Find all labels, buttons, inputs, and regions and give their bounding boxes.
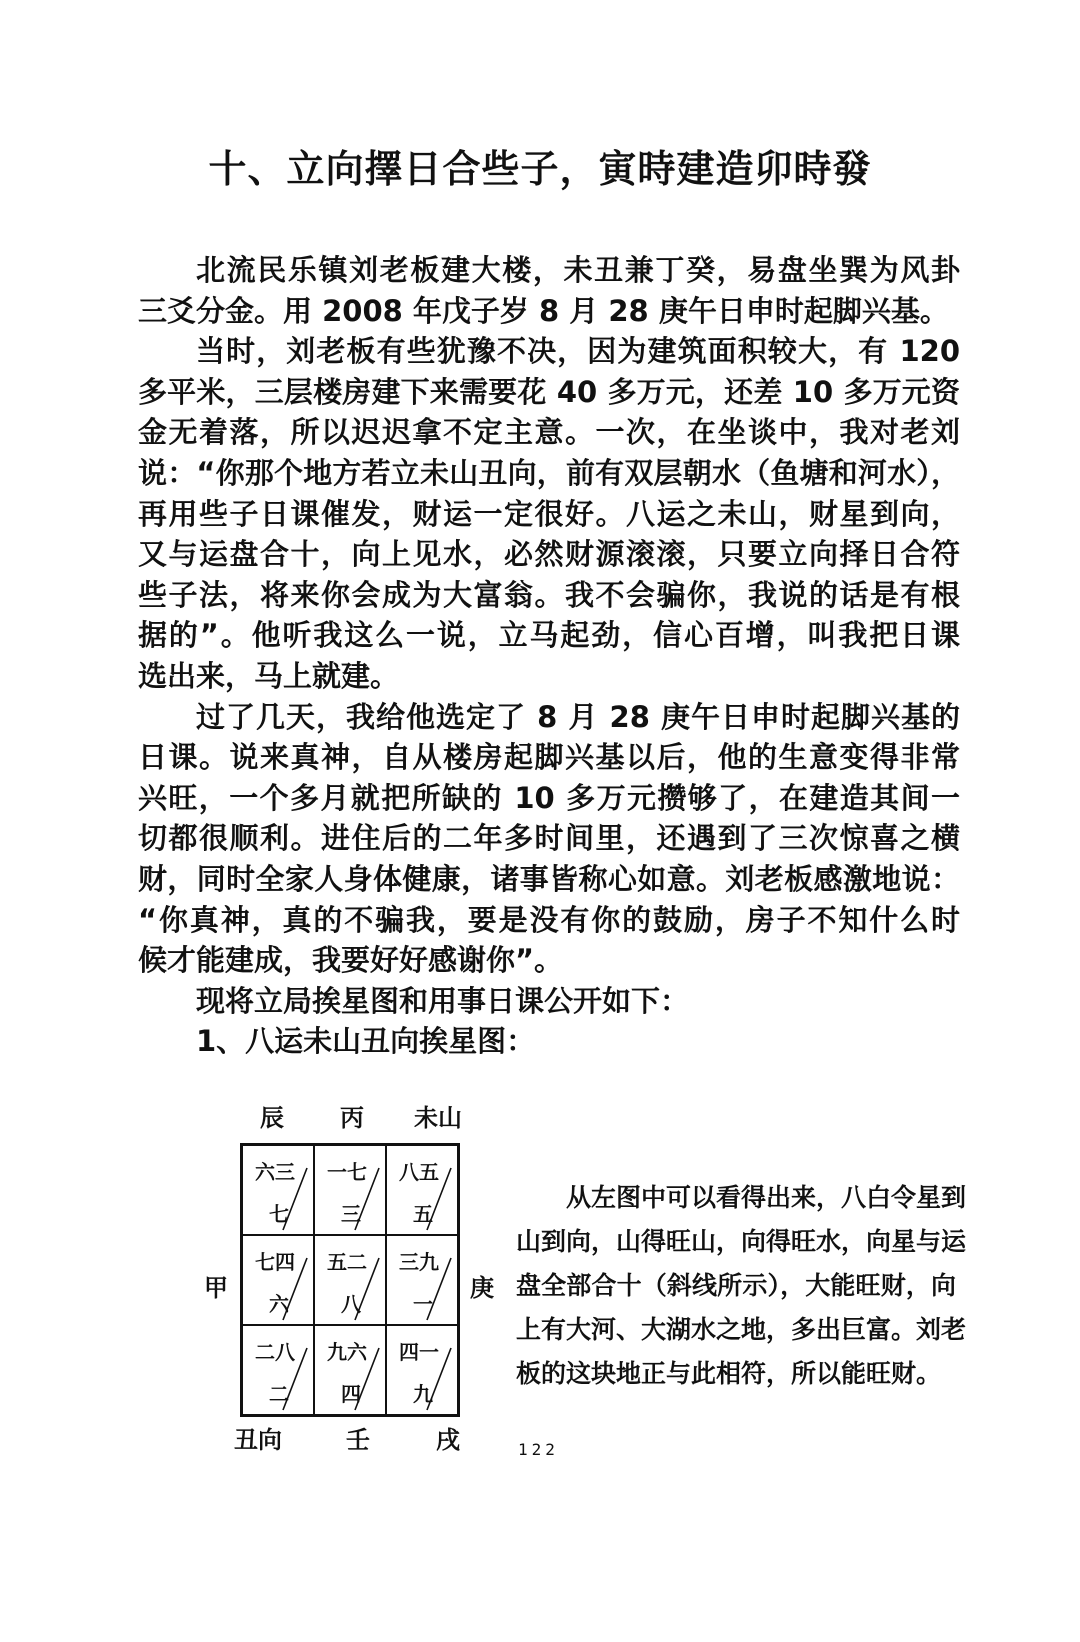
page-number: 122 [518,1440,559,1459]
chart-explanation [516,1176,967,1396]
text-line: 过了几天，我给他选定了 8 月 28 庚午日申时起脚兴基的 [196,699,960,734]
text-line: 兴旺，一个多月就把所缺的 10 多万元攒够了，在建造其间一 [138,780,960,815]
chart-cell [386,1145,458,1235]
cell-stars: 八五 [399,1160,439,1184]
text-line: 日课。说来真神，自从楼房起脚兴基以后，他的生意变得非常 [138,740,960,775]
text-line: 三爻分金。用 2008 年戊子岁 8 月 28 庚午日申时起脚兴基。 [138,293,949,328]
cell-stars: 二八 [255,1340,295,1364]
note-line: 山到向，山得旺山，向得旺水，向星与运 [516,1227,967,1256]
cell-stars: 四一 [399,1340,439,1364]
direction-label-left: 甲 [204,1274,228,1302]
note-line: 从左图中可以看得出来，八白令星到 [566,1183,967,1212]
cell-period-star: 四 [341,1382,361,1406]
cell-stars: 三九 [399,1250,439,1274]
text-line: 现将立局挨星图和用事日课公开如下： [196,983,690,1018]
page-title: 十、立向擇日合些子，寅時建造卯時發 [208,147,872,191]
cell-period-star: 三 [341,1202,361,1226]
chart-cell [242,1145,314,1235]
chart-cell [314,1235,386,1325]
text-line: 些子法，将来你会成为大富翁。我不会骗你，我说的话是有根 [138,577,960,612]
cell-period-star: 一 [413,1292,433,1316]
text-line: 候才能建成，我要好好感谢你”。 [138,943,564,978]
direction-label-top-middle: 丙 [340,1104,364,1132]
text-line: 北流民乐镇刘老板建大楼，未丑兼丁癸，易盘坐巽为风卦 [196,253,960,287]
chart-cell [242,1325,314,1415]
direction-label-bottom-left: 丑向 [234,1426,282,1454]
text-line: 据的”。他听我这么一说，立马起劲，信心百增，叫我把日课 [138,618,960,653]
text-line: 多平米，三层楼房建下来需要花 40 多万元，还差 10 多万元资 [138,374,960,409]
cell-stars: 五二 [327,1250,367,1274]
direction-label-top-left: 辰 [260,1104,284,1132]
text-line: 当时，刘老板有些犹豫不决，因为建筑面积较大，有 120 [196,334,960,369]
chart-cell [386,1325,458,1415]
chart-cell [386,1235,458,1325]
direction-label-bottom-right: 戌 [436,1426,460,1454]
text-line: 再用些子日课催发，财运一定很好。八运之未山，财星到向， [138,496,960,531]
cell-period-star: 八 [341,1292,361,1316]
text-line: 说：“你那个地方若立未山丑向，前有双层朝水（鱼塘和河水）， [138,455,960,490]
chart-heading: 1、八运未山丑向挨星图： [196,1024,536,1059]
cell-period-star: 二 [269,1382,289,1406]
cell-period-star: 五 [413,1202,433,1226]
chart-cell [314,1325,386,1415]
cell-stars: 七四 [255,1250,295,1274]
note-line: 板的这块地正与此相符，所以能旺财。 [516,1359,942,1388]
direction-label-top-right: 未山 [414,1104,462,1132]
chart-cell [314,1145,386,1235]
text-line: 又与运盘合十，向上见水，必然财源滚滚，只要立向择日合符 [138,537,960,572]
flying-star-chart [240,1143,460,1417]
text-line: 切都很顺利。进住后的二年多时间里，还遇到了三次惊喜之横 [138,821,960,856]
note-line: 上有大河、大湖水之地，多出巨富。刘老 [516,1315,967,1344]
text-line: “你真神，真的不骗我，要是没有你的鼓励，房子不知什么时 [138,902,960,937]
cell-stars: 一七 [327,1160,367,1184]
text-line: 选出来，马上就建。 [138,658,400,693]
cell-stars: 九六 [327,1340,367,1364]
cell-stars: 六三 [255,1160,295,1184]
direction-label-right: 庚 [470,1274,494,1302]
text-line: 财，同时全家人身体健康，诸事皆称心如意。刘老板感激地说： [138,861,960,896]
note-line: 盘全部合十（斜线所示），大能旺财，向 [516,1271,956,1300]
text-line: 金无着落，所以迟迟拿不定主意。一次，在坐谈中，我对老刘 [138,415,960,450]
cell-period-star: 六 [269,1292,289,1316]
chart-cell [242,1235,314,1325]
body-text [138,250,960,1062]
direction-label-bottom-middle: 壬 [346,1426,370,1454]
cell-period-star: 七 [269,1202,289,1226]
cell-period-star: 九 [413,1382,433,1406]
